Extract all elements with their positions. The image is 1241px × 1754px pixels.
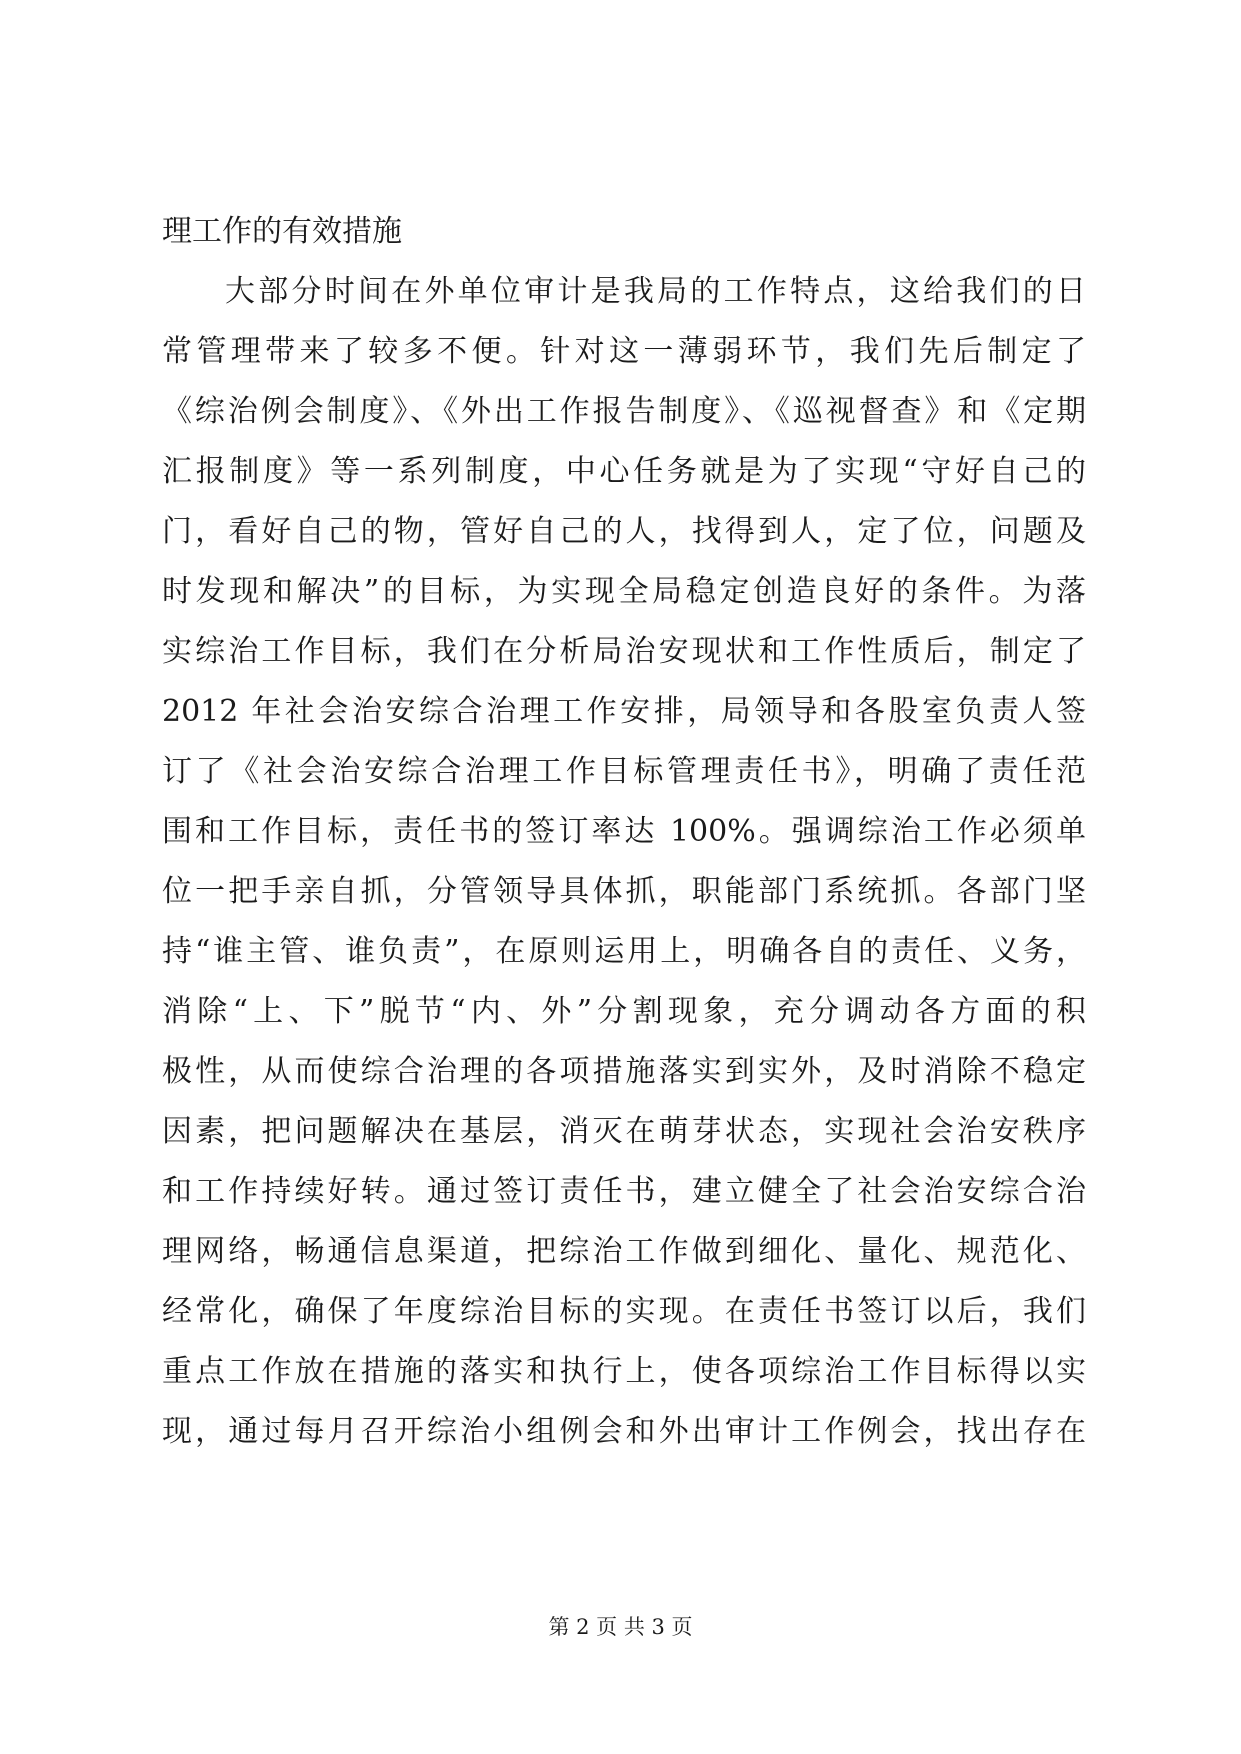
text-line: 订了《社会治安综合治理工作目标管理责任书》，明确了责任范	[162, 754, 1086, 789]
text-line: 持“谁主管、谁负责”，在原则运用上，明确各自的责任、义务，	[162, 934, 1086, 969]
text-line: 汇报制度》等一系列制度，中心任务就是为了实现“守好自己的	[162, 454, 1086, 489]
text-line: 消除“上、下”脱节“内、外”分割现象，充分调动各方面的积	[162, 994, 1086, 1029]
text-line: 2012 年社会治安综合治理工作安排，局领导和各股室负责人签	[162, 694, 1086, 729]
text-line-section-heading: 理工作的有效措施	[162, 214, 402, 249]
text-line: 现，通过每月召开综治小组例会和外出审计工作例会，找出存在	[162, 1414, 1086, 1449]
text-line: 时发现和解决”的目标，为实现全局稳定创造良好的条件。为落	[162, 574, 1086, 609]
text-line: 和工作持续好转。通过签订责任书，建立健全了社会治安综合治	[162, 1174, 1086, 1209]
text-line: 常管理带来了较多不便。针对这一薄弱环节，我们先后制定了	[162, 334, 1086, 369]
text-line: 《综治例会制度》、《外出工作报告制度》、《巡视督查》和《定期	[162, 394, 1086, 429]
text-line: 围和工作目标，责任书的签订率达 100%。强调综治工作必须单	[162, 814, 1086, 849]
text-line: 门，看好自己的物，管好自己的人，找得到人，定了位，问题及	[162, 514, 1086, 549]
text-line: 因素，把问题解决在基层，消灭在萌芽状态，实现社会治安秩序	[162, 1114, 1086, 1149]
text-line: 极性，从而使综合治理的各项措施落实到实外，及时消除不稳定	[162, 1054, 1086, 1089]
text-line: 位一把手亲自抓，分管领导具体抓，职能部门系统抓。各部门坚	[162, 874, 1086, 909]
text-line: 理网络，畅通信息渠道，把综治工作做到细化、量化、规范化、	[162, 1234, 1086, 1269]
text-line: 重点工作放在措施的落实和执行上，使各项综治工作目标得以实	[162, 1354, 1086, 1389]
text-line: 实综治工作目标，我们在分析局治安现状和工作性质后，制定了	[162, 634, 1086, 669]
page-number-footer: 第 2 页 共 3 页	[548, 1615, 693, 1639]
text-line: 经常化，确保了年度综治目标的实现。在责任书签订以后，我们	[162, 1294, 1086, 1329]
text-line: 大部分时间在外单位审计是我局的工作特点，这给我们的日	[225, 274, 1086, 309]
